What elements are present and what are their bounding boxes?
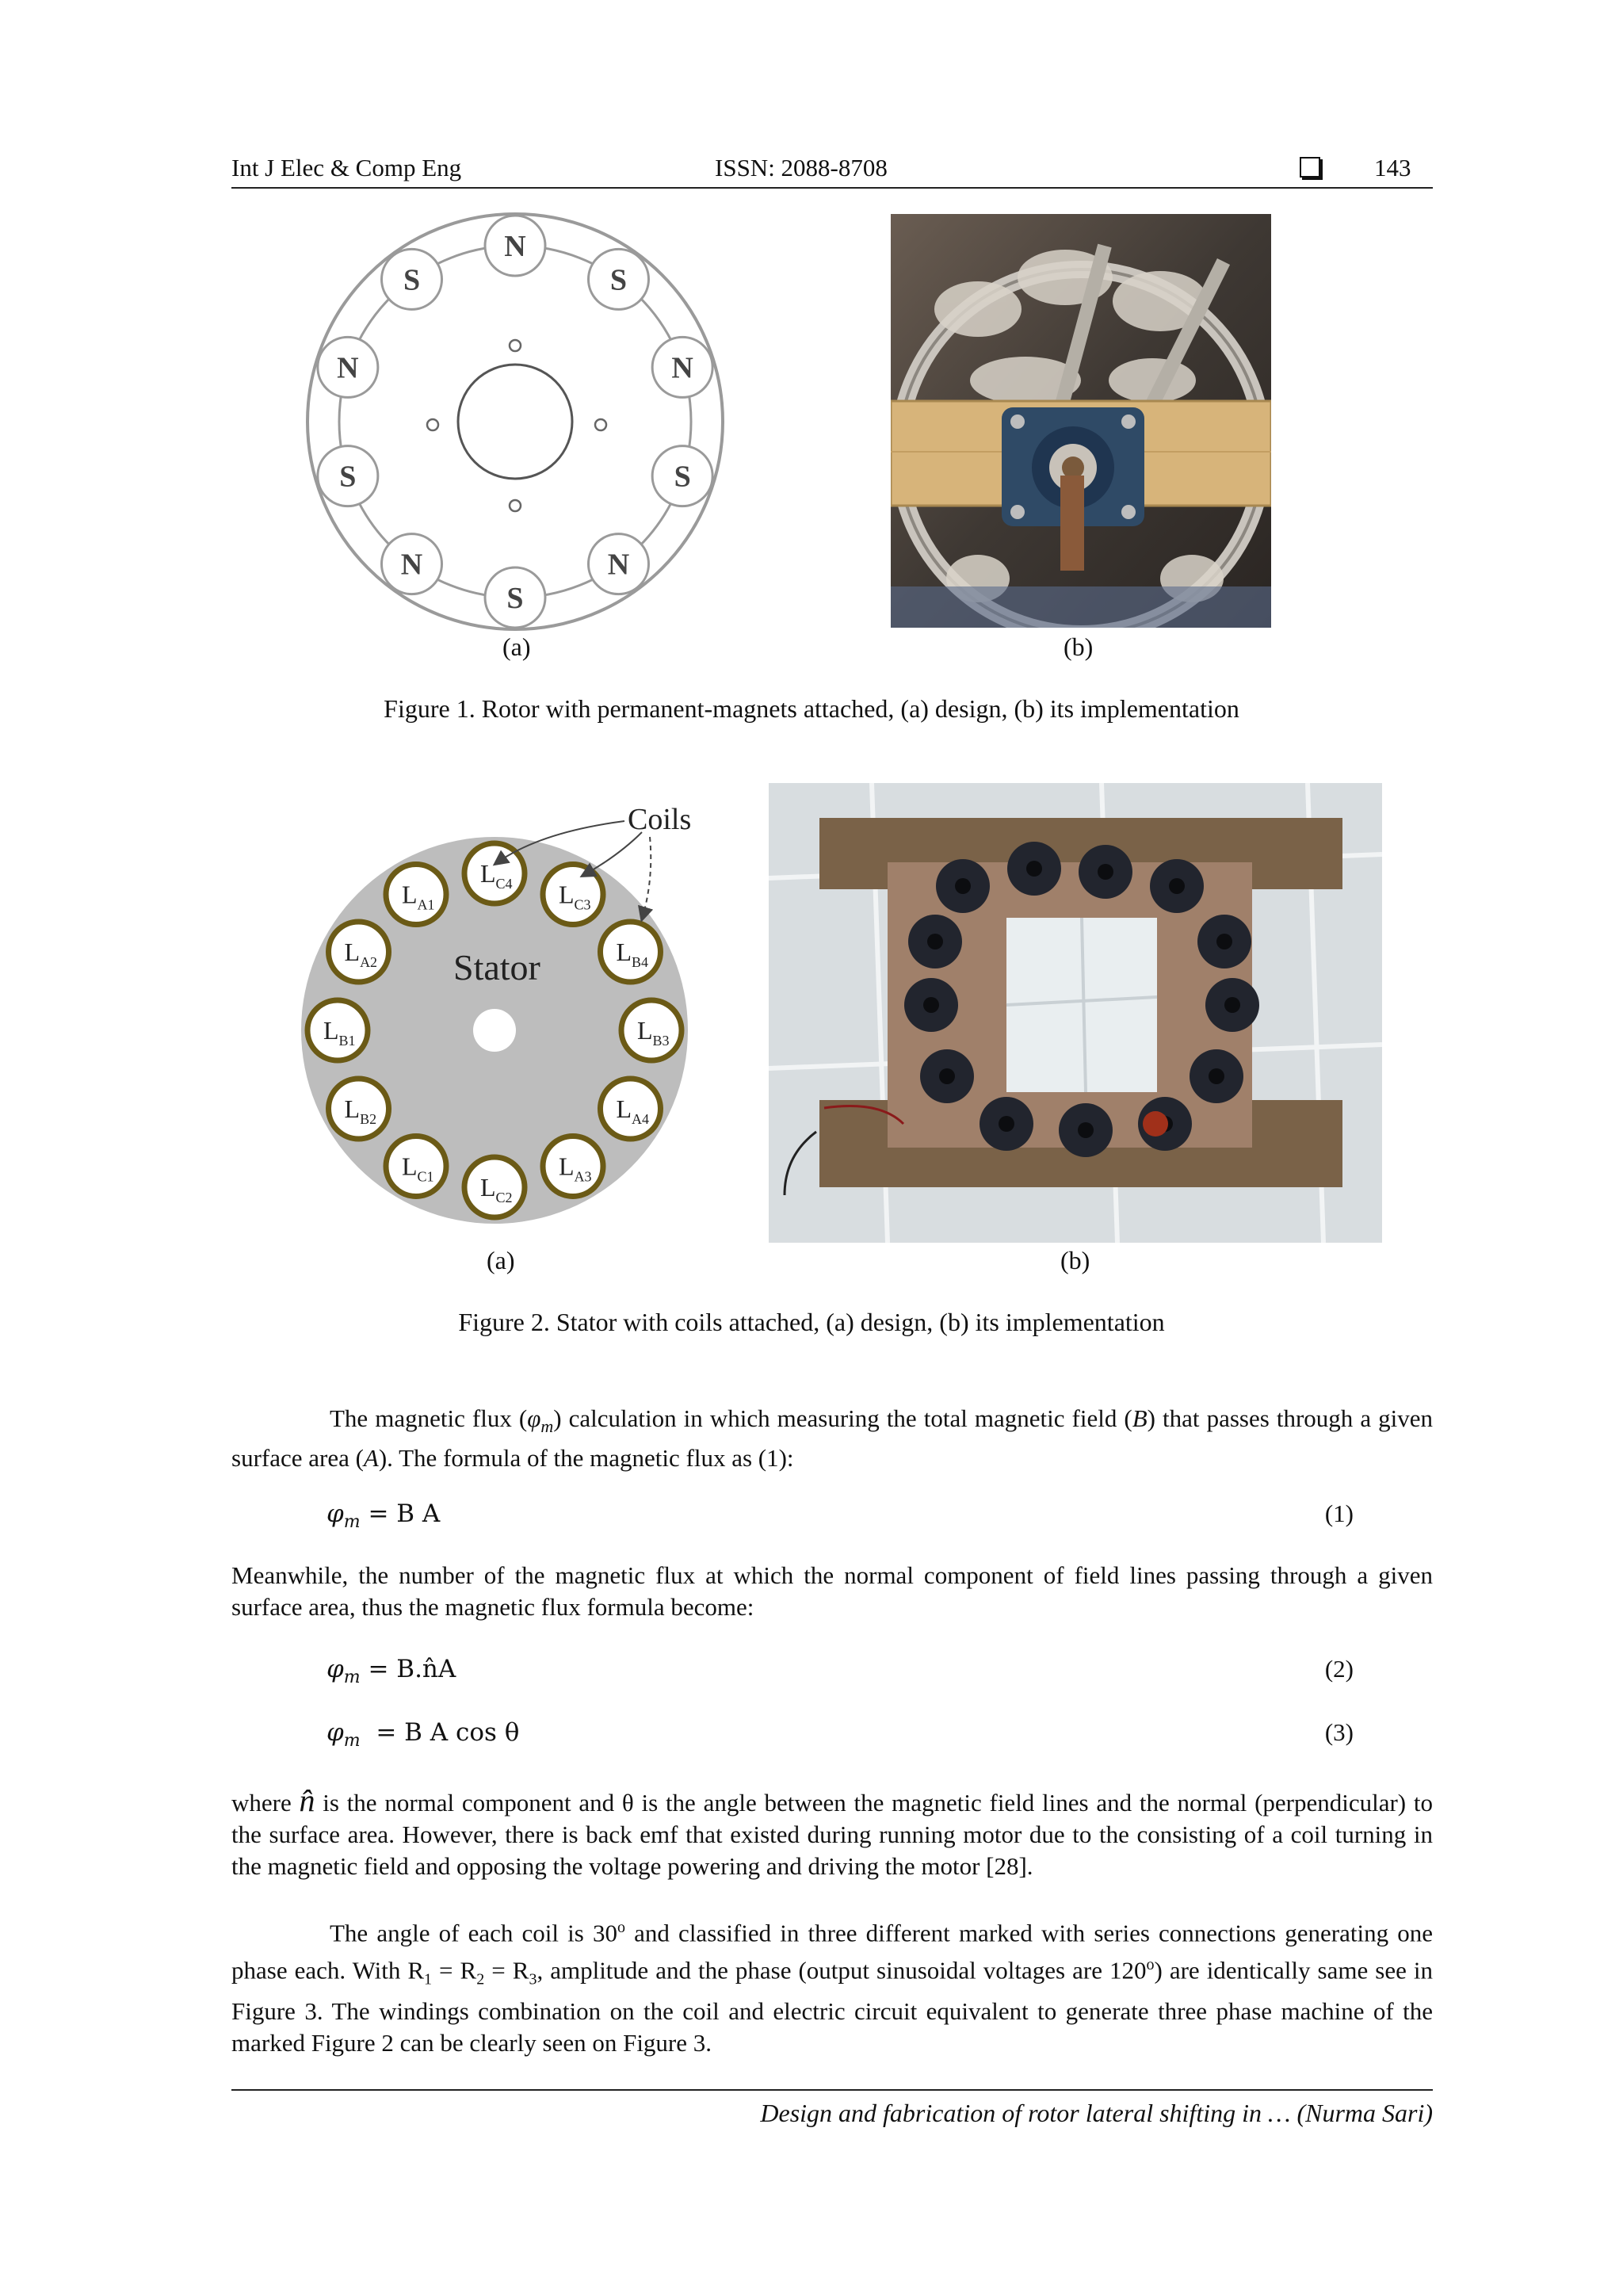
coil-a1 [386,865,446,925]
figure1-caption: Figure 1. Rotor with permanent-magnets attached, (a) design, (b) its implementation [384,694,1239,723]
paragraph-normal-component: Meanwhile, the number of the magnetic flux at which the normal component of field lines passing through a given surface area, thus the magnetic flux formula become: [231,1561,1433,1621]
stator-implementation-photo [769,783,1382,1243]
coils-label: Coils [628,803,692,836]
coil-c2 [464,1157,525,1217]
pole-magnet-10 [382,249,442,309]
figure2-label-a: (a) [487,1246,515,1274]
paragraph-coil-angle: The angle of each coil is 30$^o$ and classified in three different marked with series connections generating one phase each. With $R_1 = R_2 = R_3$, amplitude and the phase (output sinusoidal voltages are 120$^o$) are identically same see in Figure 3. The windings combination on the coil and electric circuit equivalent to generate three phase machine of the marked Figure 2 can be clearly seen on Figure 3. [231,1919,1433,2057]
svg-text:LC3: $L_{C3}$ [559,880,591,913]
paragraph-back-emf: where n̂ is the normal component and θ is the angle between the magnetic field lines and the normal (perpendicular) to the surface area. However, there is back emf that existed during running motor due to the consisting of a coil turning in the magnetic field and opposing the voltage powering and driving the motor [28]. [231,1782,1434,1880]
svg-text:LA1: $L_{A1}$ [402,880,435,913]
svg-text:S: S [674,460,691,494]
photo-coil-6 [1205,978,1259,1032]
svg-text:LB1: $L_{B1}$ [323,1016,356,1049]
photo-coil-5 [1197,915,1251,968]
figure1-label-a: (a) [502,632,531,661]
photo-coil-3 [1079,845,1132,899]
figure2-label-b: (b) [1060,1246,1090,1274]
pole-magnet-8 [318,446,378,506]
equation-3: $\varphi_m = B$ A cos θ [327,1718,520,1752]
svg-text:LA3: $L_{A3}$ [559,1152,592,1185]
rotor-design-diagram [301,212,745,632]
svg-text:N: N [671,351,693,385]
svg-text:LA4: $L_{A4}$ [616,1095,650,1127]
coil-a3 [543,1136,603,1196]
pole-magnet-2 [588,249,648,309]
coil-a2 [329,922,389,982]
photo-coil-4 [1150,859,1204,913]
svg-text:LB3: $L_{B3}$ [637,1016,670,1049]
coil-b4 [600,922,660,982]
photo-coil-10 [980,1097,1033,1151]
stator-design-diagram [301,793,713,1236]
pole-magnet-1 [485,216,545,276]
svg-text:S: S [403,263,421,297]
paragraph-magnetic-flux: The magnetic flux $(\varphi_m)$ calculation in which measuring the total magnetic field (B) that passes through a given surface area (A). The formula of the magnetic flux as (1): [231,1404,1433,1473]
svg-text:LB2: $L_{B2}$ [344,1095,377,1127]
svg-text:LA2: $L_{A2}$ [344,938,378,970]
svg-text:N: N [607,548,630,582]
coil-b2 [329,1079,389,1139]
figure1-label-b: (b) [1064,632,1094,661]
equation-1-number: (1) [1324,1499,1354,1527]
svg-text:S: S [506,582,524,615]
page-number: 143 [1374,154,1411,181]
coil-a4 [600,1079,660,1139]
coil-b1 [307,1000,368,1060]
coil-c4 [464,843,525,904]
pole-magnet-3 [652,337,712,397]
svg-text:N: N [337,351,359,385]
photo-coil-7 [1190,1049,1243,1103]
running-title: Design and fabrication of rotor lateral shifting in … (Nurma Sari) [760,2099,1433,2127]
header-rule [231,187,1433,189]
pole-magnet-5 [588,534,648,594]
photo-coil-2 [1007,842,1061,896]
photo-coil-13 [908,915,962,968]
svg-text:LC4: $L_{C4}$ [480,859,513,892]
pole-magnet-6 [485,567,545,628]
photo-coil-11 [920,1049,974,1103]
svg-text:S: S [609,263,628,297]
issn: ISSN: 2088-8708 [715,154,888,181]
photo-coil-12 [904,978,958,1032]
equation-2: $\varphi_m$ = B.n̂A [327,1655,456,1688]
svg-text:LB4: $L_{B4}$ [616,938,649,970]
pole-magnet-7 [382,534,442,594]
coil-c3 [543,865,603,925]
coil-c1 [386,1136,446,1196]
equation-1: $\varphi_m = B$ A [327,1499,441,1533]
equation-2-number: (2) [1324,1655,1354,1683]
rotor-implementation-photo [891,214,1271,628]
figure2-caption: Figure 2. Stator with coils attached, (a) design, (b) its implementation [458,1308,1165,1336]
coil-b3 [621,1000,682,1060]
pole-magnet-9 [318,337,378,397]
svg-text:S: S [339,460,357,494]
svg-text:LC2: $L_{C2}$ [480,1173,513,1205]
svg-text:LC1: $L_{C1}$ [402,1152,434,1185]
pole-magnet-4 [652,446,712,506]
footer-rule [231,2089,1433,2091]
photo-coil-1 [936,859,990,913]
equation-3-number: (3) [1324,1718,1354,1746]
svg-text:N: N [400,548,423,582]
stator-label: Stator [453,947,540,988]
photo-coil-9 [1059,1103,1113,1157]
journal-name: Int J Elec & Comp Eng [231,154,462,181]
checkbox-icon [1300,152,1320,184]
svg-text:N: N [504,230,526,263]
